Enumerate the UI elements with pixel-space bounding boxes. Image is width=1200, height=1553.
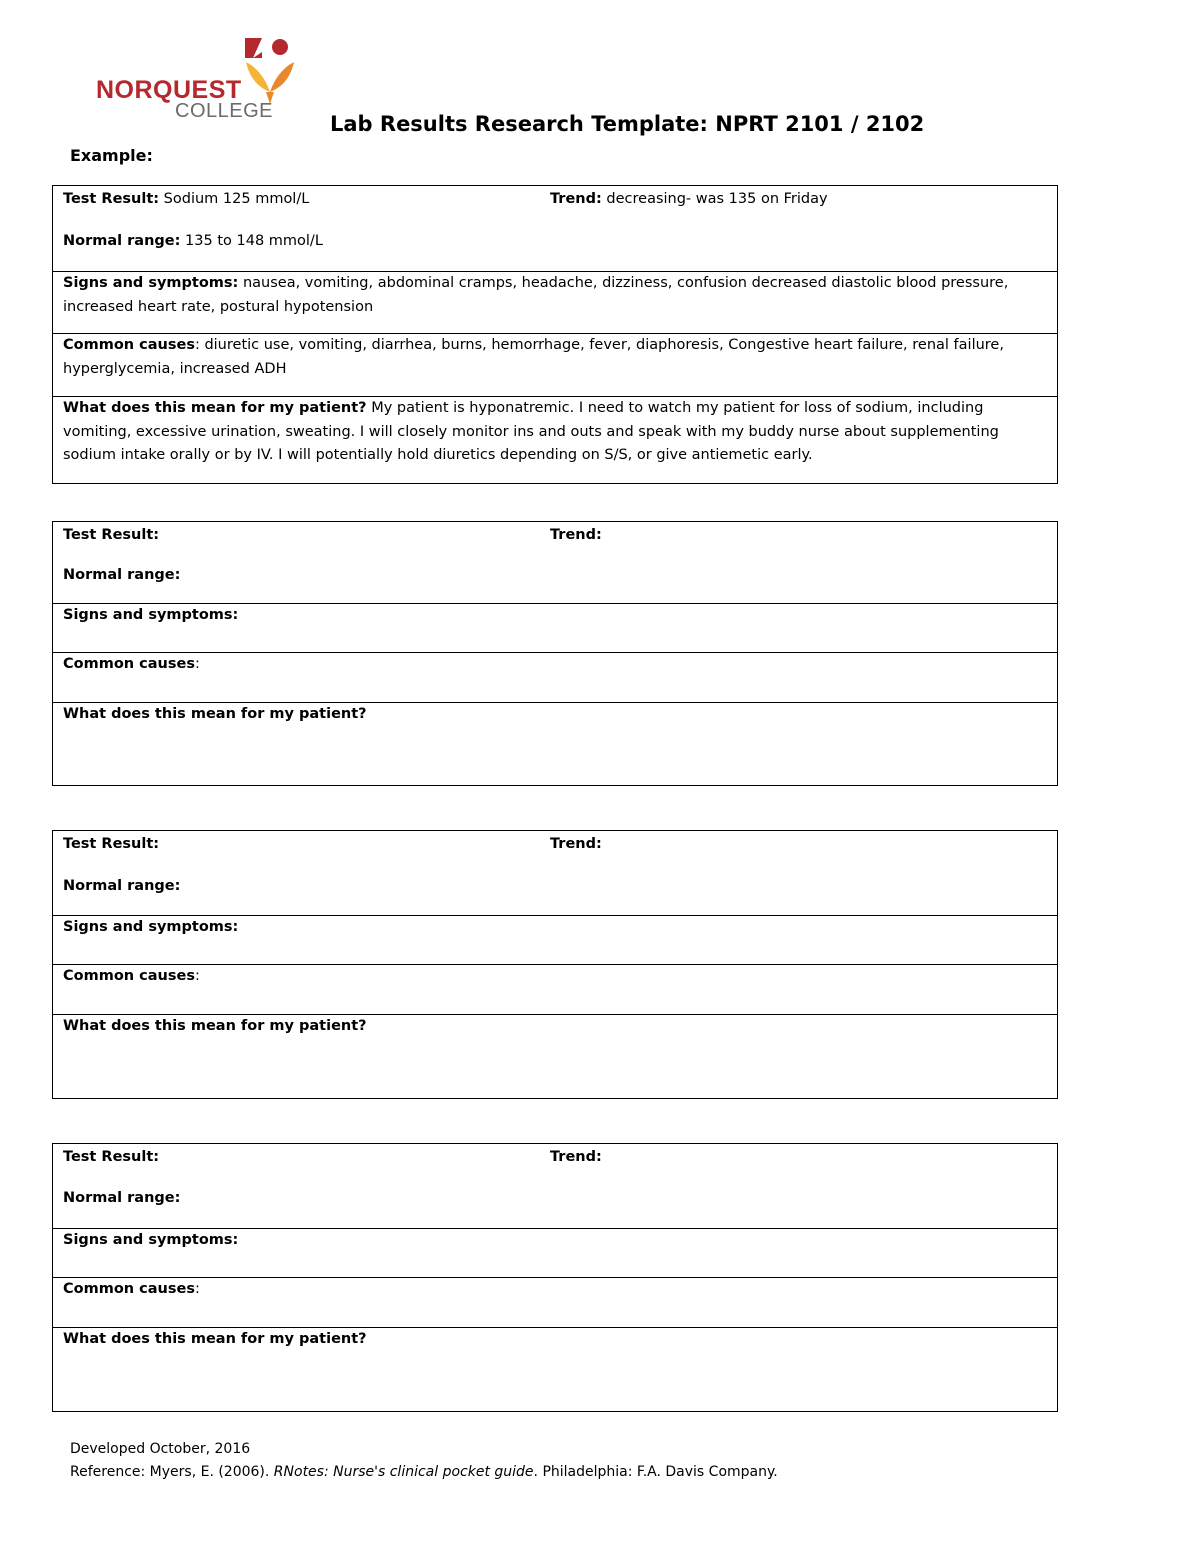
trend-label: Trend: (550, 527, 602, 543)
blank-card-2 (52, 830, 1058, 1099)
footer (70, 1438, 778, 1484)
test-result-row (53, 186, 1057, 271)
signs-label: Signs and symptoms: (63, 919, 239, 935)
test-result-row (53, 1144, 1057, 1228)
signs-label: Signs and symptoms: (63, 275, 239, 291)
reference: Reference: Myers, E. (2006). RNotes: Nurse's clinical pocket guide. Philadelphia: F.A. Davis Company. (70, 1464, 778, 1480)
test-result-row (53, 831, 1057, 915)
signs-row (53, 915, 1057, 964)
test-result-label: Test Result: (63, 1149, 160, 1165)
trend-value: decreasing- was 135 on Friday (606, 191, 828, 207)
causes-label: Common causes (63, 1281, 195, 1297)
meaning-row (53, 396, 1057, 483)
causes-row: Common causes: (53, 1277, 1057, 1327)
logo-word-college: COLLEGE (175, 100, 273, 122)
signs-row (53, 271, 1057, 333)
meaning-label: What does this mean for my patient? (63, 706, 367, 722)
logo-mark-icon (242, 36, 298, 106)
causes-label: Common causes (63, 968, 195, 984)
test-result-label: Test Result: (63, 191, 160, 207)
normal-range-label: Normal range: (63, 878, 181, 894)
signs-row (53, 603, 1057, 652)
signs-row (53, 1228, 1057, 1277)
reference-title: RNotes: Nurse's clinical pocket guide (273, 1464, 534, 1480)
normal-range-value: 135 to 148 mmol/L (185, 233, 323, 249)
causes-row: Common causes: diuretic use, vomiting, diarrhea, burns, hemorrhage, fever, diaphoresis, Congestive heart failure, renal failure, hyperglycemia, increased ADH (53, 333, 1057, 396)
normal-range-label: Normal range: (63, 1190, 181, 1206)
example-card (52, 185, 1058, 484)
test-result-label: Test Result: (63, 836, 160, 852)
meaning-row (53, 702, 1057, 785)
developed-date: Developed October, 2016 (70, 1441, 251, 1457)
meaning-row (53, 1327, 1057, 1411)
norquest-logo (92, 36, 302, 126)
meaning-label: What does this mean for my patient? (63, 1018, 367, 1034)
meaning-label: What does this mean for my patient? (63, 400, 367, 416)
trend-label: Trend: (550, 191, 602, 207)
example-label: Example: (70, 146, 153, 165)
signs-value: nausea, vomiting, abdominal cramps, headache, dizziness, confusion decreased diastolic blood pressure, increased heart rate, postural hypotension (63, 275, 1009, 315)
causes-label: Common causes (63, 656, 195, 672)
signs-label: Signs and symptoms: (63, 1232, 239, 1248)
test-result-row (53, 522, 1057, 603)
causes-label: Common causes (63, 337, 195, 353)
normal-range-label: Normal range: (63, 233, 181, 249)
blank-card-1 (52, 521, 1058, 786)
signs-label: Signs and symptoms: (63, 607, 239, 623)
meaning-value: My patient is hyponatremic. I need to watch my patient for loss of sodium, including vomiting, excessive urination, sweating. I will closely monitor ins and outs and speak with my buddy nurse about supplementing sodium intake orally or by IV. I will potentially hold diuretics depending on S/S, or give antiemetic early. (63, 400, 999, 463)
trend-label: Trend: (550, 1149, 602, 1165)
meaning-label: What does this mean for my patient? (63, 1331, 367, 1347)
logo-word-norquest: NORQUEST (96, 76, 242, 104)
trend-label: Trend: (550, 836, 602, 852)
meaning-row (53, 1014, 1057, 1098)
blank-card-3 (52, 1143, 1058, 1412)
test-result-label: Test Result: (63, 527, 160, 543)
causes-row: Common causes: (53, 964, 1057, 1014)
causes-value: diuretic use, vomiting, diarrhea, burns, hemorrhage, fever, diaphoresis, Congestive heart failure, renal failure, hyperglycemia, increased ADH (63, 337, 1004, 377)
causes-row: Common causes: (53, 652, 1057, 702)
test-result-value: Sodium 125 mmol/L (163, 191, 310, 207)
page-title: Lab Results Research Template: NPRT 2101 / 2102 (330, 112, 925, 136)
normal-range-label: Normal range: (63, 567, 181, 583)
